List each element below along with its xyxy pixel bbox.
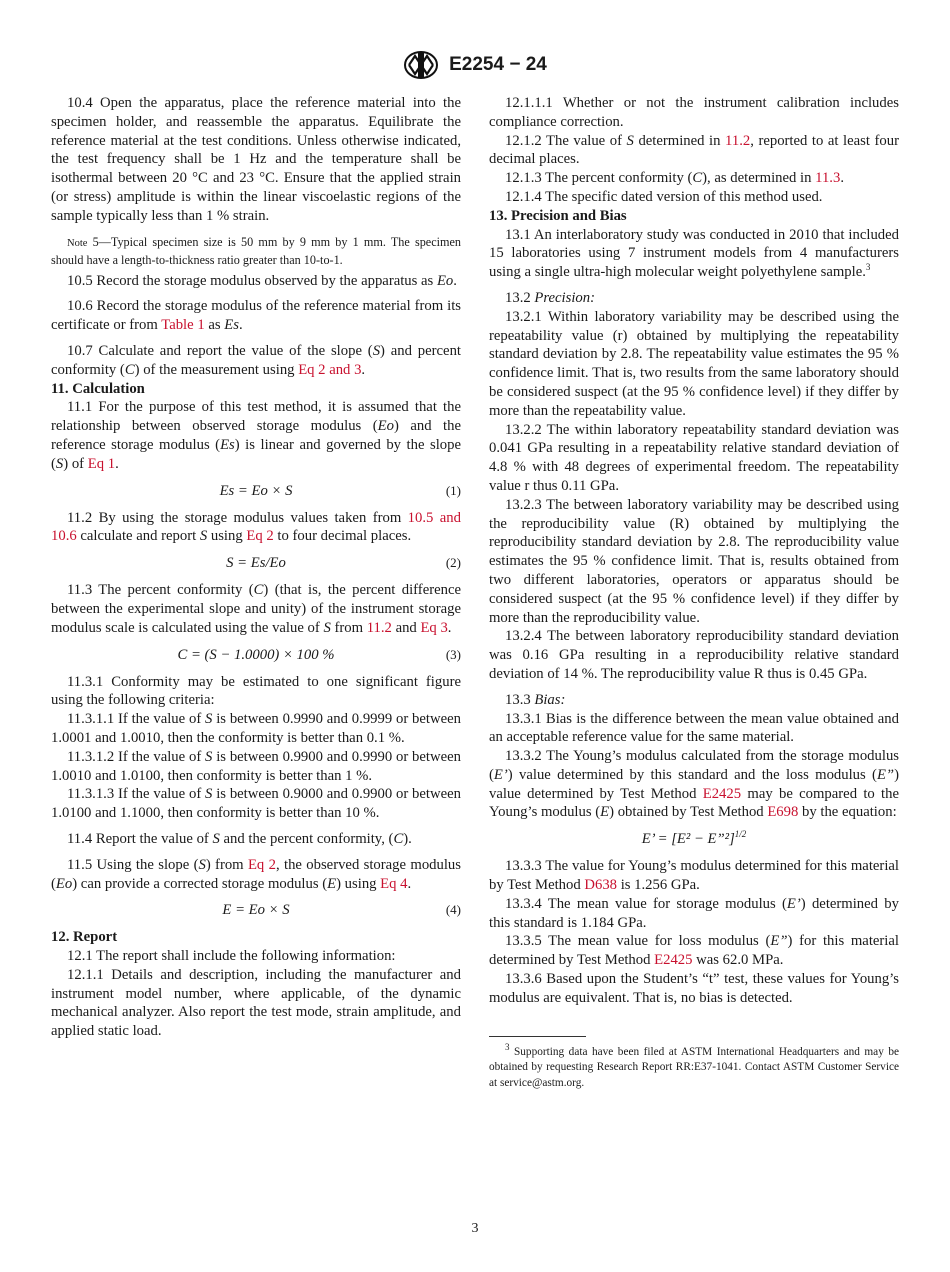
paragraph-13-2-2: 13.2.2 The within laboratory repeatability standard deviation was 0.041 GPa resulting in a repeatability relative standard deviation of 4.8 % with 48 degrees of experimental freedom. The repeatability value r thus 0.11 GPa. — [489, 421, 899, 494]
paragraph-13-3-6: 13.3.6 Based upon the Student’s “t” test, these values for Young’s modulus are equivalent. That is, no bias is detected. — [489, 971, 899, 1006]
section-10-5-link[interactable]: 10.5 and 10.6 — [51, 509, 461, 545]
paragraph-12-1-1-1: 12.1.1.1 Whether or not the instrument calibration includes compliance correction. — [489, 95, 899, 130]
paragraph-13-3-4: 13.3.4 The mean value for storage modulus (E’) determined by this standard is 1.184 GPa. — [489, 895, 899, 931]
astm-logo-icon — [403, 50, 439, 80]
eq-3-link[interactable]: Eq 3 — [420, 619, 448, 636]
d638-link[interactable]: D638 — [584, 877, 618, 894]
footnote-divider — [489, 1036, 586, 1037]
eq-2-link[interactable]: Eq 2 — [247, 856, 276, 873]
note-5: Note 5—Typical specimen size is 50 mm by 9 mm by 1 mm. The specimen should have a length-to-thickness ratio greater than 10-to-1. — [51, 234, 461, 267]
paragraph-13-3: 13.3 Bias: — [505, 691, 566, 708]
paragraph-13-3-2: 13.3.2 The Young’s modulus calculated from the storage modulus (E’) value determined by this standard and the loss modulus (E”) value determined by Test Method E2425 may be compared to the Young’s modulus (E) obtained by Test Method E698 by the equation: — [489, 748, 899, 821]
equation-4: E = Eo × S (4) — [222, 902, 461, 919]
paragraph-12-1-1: 12.1.1 Details and description, including the manufacturer and instrument model number, where applicable, of the dynamic mechanical analyzer. Also report the test mode, strain amplitude, and applied static load. — [51, 966, 461, 1040]
paragraph-13-1: 13.1 An interlaboratory study was conducted in 2010 that included 15 laboratories using 7 instrument models from 4 manufacturers using a single ultra-high molecular weight polyethylene sample.$^3$ — [489, 226, 899, 281]
e2425-link[interactable]: E2425 — [702, 785, 742, 802]
section-11-2-link[interactable]: 11.2 — [366, 619, 392, 636]
paragraph-11-2: 11.2 By using the storage modulus values taken from 10.5 and 10.6 calculate and report S using Eq 2 to four decimal places. — [51, 509, 461, 545]
paragraph-13-2-3: 13.2.3 The between laboratory variability may be described using the reproducibility value (R) obtained by multiplying the reproducibility standard deviation by 2.8. The reproducibility value estimates the 95 % confidence limit. That is, results obtained from two different laboratories, operators or apparatus should be considered suspect (at the 95 % confidence level) if they differ by more than the reproducibility value. — [489, 496, 899, 626]
equation-1: Es = Eo × S (1) — [219, 482, 461, 499]
eq-1-link[interactable]: Eq 1 — [87, 455, 116, 472]
paragraph-13-3-1: 13.3.1 Bias is the difference between the mean value obtained and an acceptable reference value for the same material. — [489, 710, 899, 746]
paragraph-10-6: 10.6 Record the storage modulus of the reference material from its certificate or from Table 1 as Es. — [51, 298, 461, 334]
paragraph-11-3-1: 11.3.1 Conformity may be estimated to one significant figure using the following criteria: — [51, 673, 461, 709]
paragraph-10-5: 10.5 Record the storage modulus observed by the apparatus as Eo. — [67, 272, 457, 289]
right-column — [489, 94, 899, 1091]
paragraph-11-4: 11.4 Report the value of S and the percent conformity, (C). — [67, 830, 412, 847]
section-13-heading: 13. Precision and Bias — [489, 207, 627, 224]
section-11-2-link[interactable]: 11.2 — [725, 132, 751, 149]
paragraph-11-3-1-2: 11.3.1.2 If the value of S is between 0.9900 and 0.9990 or between 1.0010 and 1.0100, then conformity is better than 1 %. — [51, 748, 461, 784]
paragraph-12-1-4: 12.1.4 The specific dated version of this method used. — [505, 188, 823, 205]
paragraph-10-7: 10.7 Calculate and report the value of the slope (S) and percent conformity (C) of the measurement using Eq 2 and 3. — [51, 342, 461, 378]
paragraph-11-3-1-3: 11.3.1.3 If the value of S is between 0.9000 and 0.9900 or between 1.0100 and 1.1000, then conformity is better than 10 %. — [51, 786, 461, 822]
paragraph-13-3-5: 13.3.5 The mean value for loss modulus (E”) for this material determined by Test Method E2425 was 62.0 MPa. — [489, 933, 899, 969]
paragraph-13-2-4: 13.2.4 The between laboratory reproducibility standard deviation was 0.16 GPa resulting in a reproducibility relative standard deviation of 14 %. The reproducibility value R thus is 0.45 GPa. — [489, 628, 899, 682]
paragraph-11-3: 11.3 The percent conformity (C) (that is, the percent difference between the experimental slope and unity) of the instrument storage modulus scale is calculated using the value of S from 11.2 and Eq 3. — [51, 582, 462, 636]
eq-4-link[interactable]: Eq 4 — [380, 875, 408, 892]
equation-3: C = (S − 1.0000) × 100 % (3) — [177, 646, 461, 663]
footnote-marker: 3 — [865, 262, 871, 273]
paragraph-11-1: 11.1 For the purpose of this test method, it is assumed that the relationship between observed storage modulus (Eo) and the reference storage modulus (Es) is linear and governed by the slope (S) of Eq 1. — [51, 399, 461, 472]
paragraph-13-3-3: 13.3.3 The value for Young’s modulus determined for this material by Test Method D638 is 1.256 GPa. — [489, 858, 899, 894]
eq-2-3-link[interactable]: Eq 2 and 3 — [298, 361, 362, 378]
eq-2-link[interactable]: Eq 2 — [246, 528, 274, 545]
paragraph-12-1-3: 12.1.3 The percent conformity (C), as determined in 11.3. — [505, 170, 844, 187]
paragraph-13-2: 13.2 Precision: — [505, 289, 596, 306]
equation-youngs-modulus: E’ = [E² − E”²]$^{1/2}$ — [641, 829, 747, 848]
footnote-3: $^3$ Supporting data have been filed at ASTM International Headquarters and may be obtained by requesting Research Report RR:E37-1041. Contact ASTM Customer Service at service@astm.org. — [489, 1041, 899, 1089]
equation-2: S = Es/Eo (2) — [226, 555, 461, 572]
left-column — [51, 94, 461, 1041]
paragraph-11-5: 11.5 Using the slope (S) from Eq 2, the observed storage modulus (Eo) can provide a corrected storage modulus (E) using Eq 4. — [51, 856, 461, 892]
document-designation: E2254 − 24 — [449, 54, 547, 75]
section-11-3-link[interactable]: 11.3 — [815, 170, 841, 187]
paragraph-10-4: 10.4 Open the apparatus, place the reference material into the specimen holder, and reassemble the apparatus. Equilibrate the reference material at the test conditions. Unless otherwise indicated, the test frequency shall be 1 Hz and the temperature shall be isothermal between 20 °C and 23 °C. Ensure that the applied strain (or stress) amplitude is within the linear viscoelastic regions of the sample typically less than 1 % strain. — [51, 95, 461, 224]
table-1-link[interactable]: Table 1 — [161, 317, 205, 334]
paragraph-12-1-2: 12.1.2 The value of S determined in 11.2, reported to at least four decimal places. — [489, 132, 899, 168]
e2425-link[interactable]: E2425 — [654, 952, 693, 969]
paragraph-13-2-1: 13.2.1 Within laboratory variability may be described using the repeatability value (r) obtained by multiplying the repeatability standard deviation by 2.8. The repeatability value estimates the 95 % confidence limit. That is, two results from the same laboratory should be considered suspect (at the 95 % confidence level) if they differ by more than the repeatability value. — [489, 308, 899, 419]
page-number: 3 — [471, 1221, 479, 1236]
e698-link[interactable]: E698 — [767, 804, 799, 821]
section-12-heading: 12. Report — [51, 929, 118, 946]
paragraph-11-3-1-1: 11.3.1.1 If the value of S is between 0.9990 and 0.9999 or between 1.0001 and 1.0010, then the conformity is better than 0.1 %. — [51, 711, 461, 746]
page-header — [0, 50, 950, 80]
paragraph-12-1: 12.1 The report shall include the following information: — [67, 948, 396, 965]
section-11-heading: 11. Calculation — [51, 380, 145, 397]
